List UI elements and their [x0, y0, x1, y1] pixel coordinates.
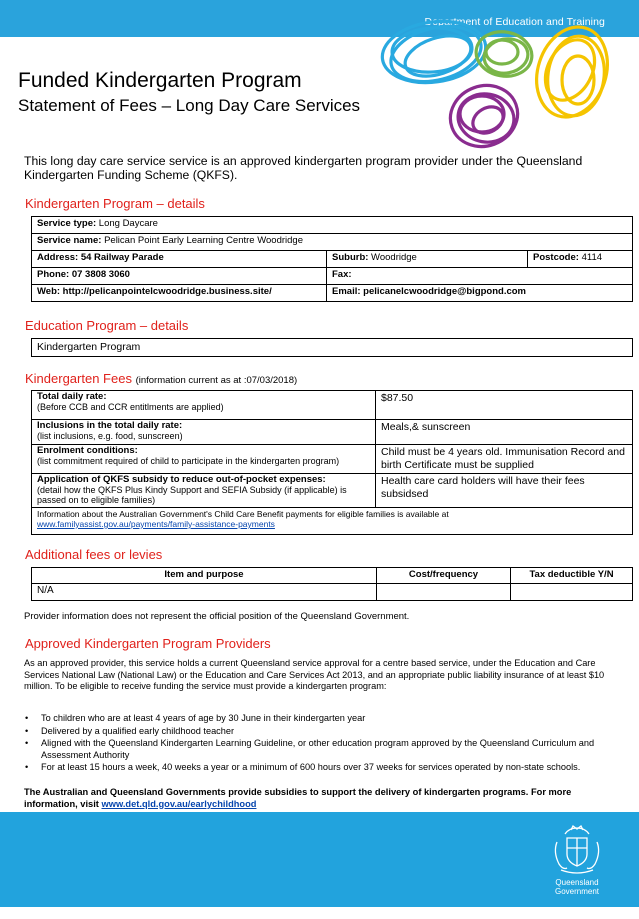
page-title: Funded Kindergarten Program [18, 69, 302, 92]
education-details-heading: Education Program – details [25, 318, 189, 333]
page-subtitle: Statement of Fees – Long Day Care Services [18, 96, 361, 115]
table-row: N/A [32, 584, 633, 601]
web-cell: Web: http://pelicanpointelcwoodridge.business.site/ [32, 285, 327, 302]
column-header: Cost/frequency [377, 568, 511, 584]
fax-cell: Fax: [327, 268, 633, 285]
family-assist-link[interactable]: www.familyassist.gov.au/payments/family-assistance-payments [37, 519, 275, 529]
service-name-cell: Service name: Pelican Point Early Learning Centre Woodridge [32, 234, 633, 251]
disclaimer-text: Provider information does not represent the official position of the Queensland Government. [24, 611, 410, 622]
svg-text:Queensland: Queensland [555, 878, 599, 887]
table-row: Application of QKFS subsidy to reduce out-of-pocket expenses: (detail how the QKFS Plus Kindy Support and SEFIA Subsidy (if applicable) is passed on to eligible families) Health care card holders will have their fees subsidsed [32, 474, 633, 508]
additional-fees-table [31, 567, 633, 601]
column-header: Item and purpose [32, 568, 377, 584]
kindergarten-details-heading: Kindergarten Program – details [25, 196, 205, 211]
fees-note: (information current as at :07/03/2018) [135, 375, 298, 386]
table-row: Enrolment conditions: (list commitment required of child to participate in the kindergarten program) Child must be 4 years old. Immunisation Record and birth Certificate must be supplied [32, 445, 633, 474]
list-item: • Aligned with the Queensland Kindergarten Learning Guideline, or other education program approved by the Queensland Curriculum and Assessment Authority [24, 738, 624, 761]
queensland-government-logo [547, 824, 607, 900]
list-item: • Delivered by a qualified early childhood teacher [24, 726, 624, 738]
requirements-list [24, 713, 624, 775]
table-row [32, 508, 633, 535]
service-type-cell: Service type: Long Daycare [32, 217, 633, 234]
providers-paragraph: As an approved provider, this service holds a current Queensland service approval for a centre based service, under the Education and Care Services National Law (National Law) or the Education and Care Services Act 2013, and an appropriate public liability insurance of at least $10 million. To be eligible to receive funding the service must provide a kindergarten program: [24, 658, 605, 691]
additional-fees-heading: Additional fees or levies [25, 547, 163, 562]
det-earlychildhood-link[interactable]: www.det.qld.gov.au/earlychildhood [101, 798, 257, 809]
table-row: Inclusions in the total daily rate: (list inclusions, e.g. food, sunscreen) Meals,& sunscreen [32, 420, 633, 445]
column-header: Tax deductible Y/N [511, 568, 633, 584]
service-details-table [31, 216, 633, 302]
intro-text: This long day care service service is an approved kindergarten program provider under the Queensland Kindergarten Funding Scheme (QKFS). [24, 154, 583, 182]
phone-cell: Phone: 07 3808 3060 [32, 268, 327, 285]
list-item: • For at least 15 hours a week, 40 weeks a year or a minimum of 600 hours over 37 weeks for services operated by non-state schools. [24, 762, 624, 774]
decorative-swirl-graphic [372, 10, 622, 160]
fee-value: Meals,& sunscreen [376, 420, 633, 445]
fee-value: Health care card holders will have their fees subsidsed [376, 474, 633, 508]
suburb-cell: Suburb: Woodridge [327, 251, 528, 268]
education-program-table [31, 338, 633, 357]
table-row: Total daily rate: (Before CCB and CCR entitlments are applied) $87.50 [32, 391, 633, 420]
svg-text:Government: Government [554, 887, 600, 896]
providers-heading: Approved Kindergarten Program Providers [25, 636, 271, 651]
postcode-cell: Postcode: 4114 [528, 251, 633, 268]
email-cell: Email: pelicanelcwoodridge@bigpond.com [327, 285, 633, 302]
address-cell: Address: 54 Railway Parade [32, 251, 327, 268]
fees-table [31, 390, 633, 535]
list-item: • To children who are at least 4 years of age by 30 June in their kindergarten year [24, 713, 624, 725]
fee-value: Child must be 4 years old. Immunisation Record and birth Certificate must be supplied [376, 445, 633, 474]
fee-value: $87.50 [376, 391, 633, 420]
education-program-cell: Kindergarten Program [32, 339, 633, 357]
closing-text: The Australian and Queensland Governments provide subsidies to support the delivery of kindergarten programs. For more information, visit www.det.qld.gov.au/earlychildhood [24, 787, 572, 809]
department-name: Department of Education and Training [424, 16, 605, 28]
ccb-info: Information about the Australian Government's Child Care Benefit payments for eligible families is available at [37, 509, 449, 519]
footer-bar [0, 812, 639, 907]
fees-heading: Kindergarten Fees (information current as at :07/03/2018) [25, 371, 298, 386]
